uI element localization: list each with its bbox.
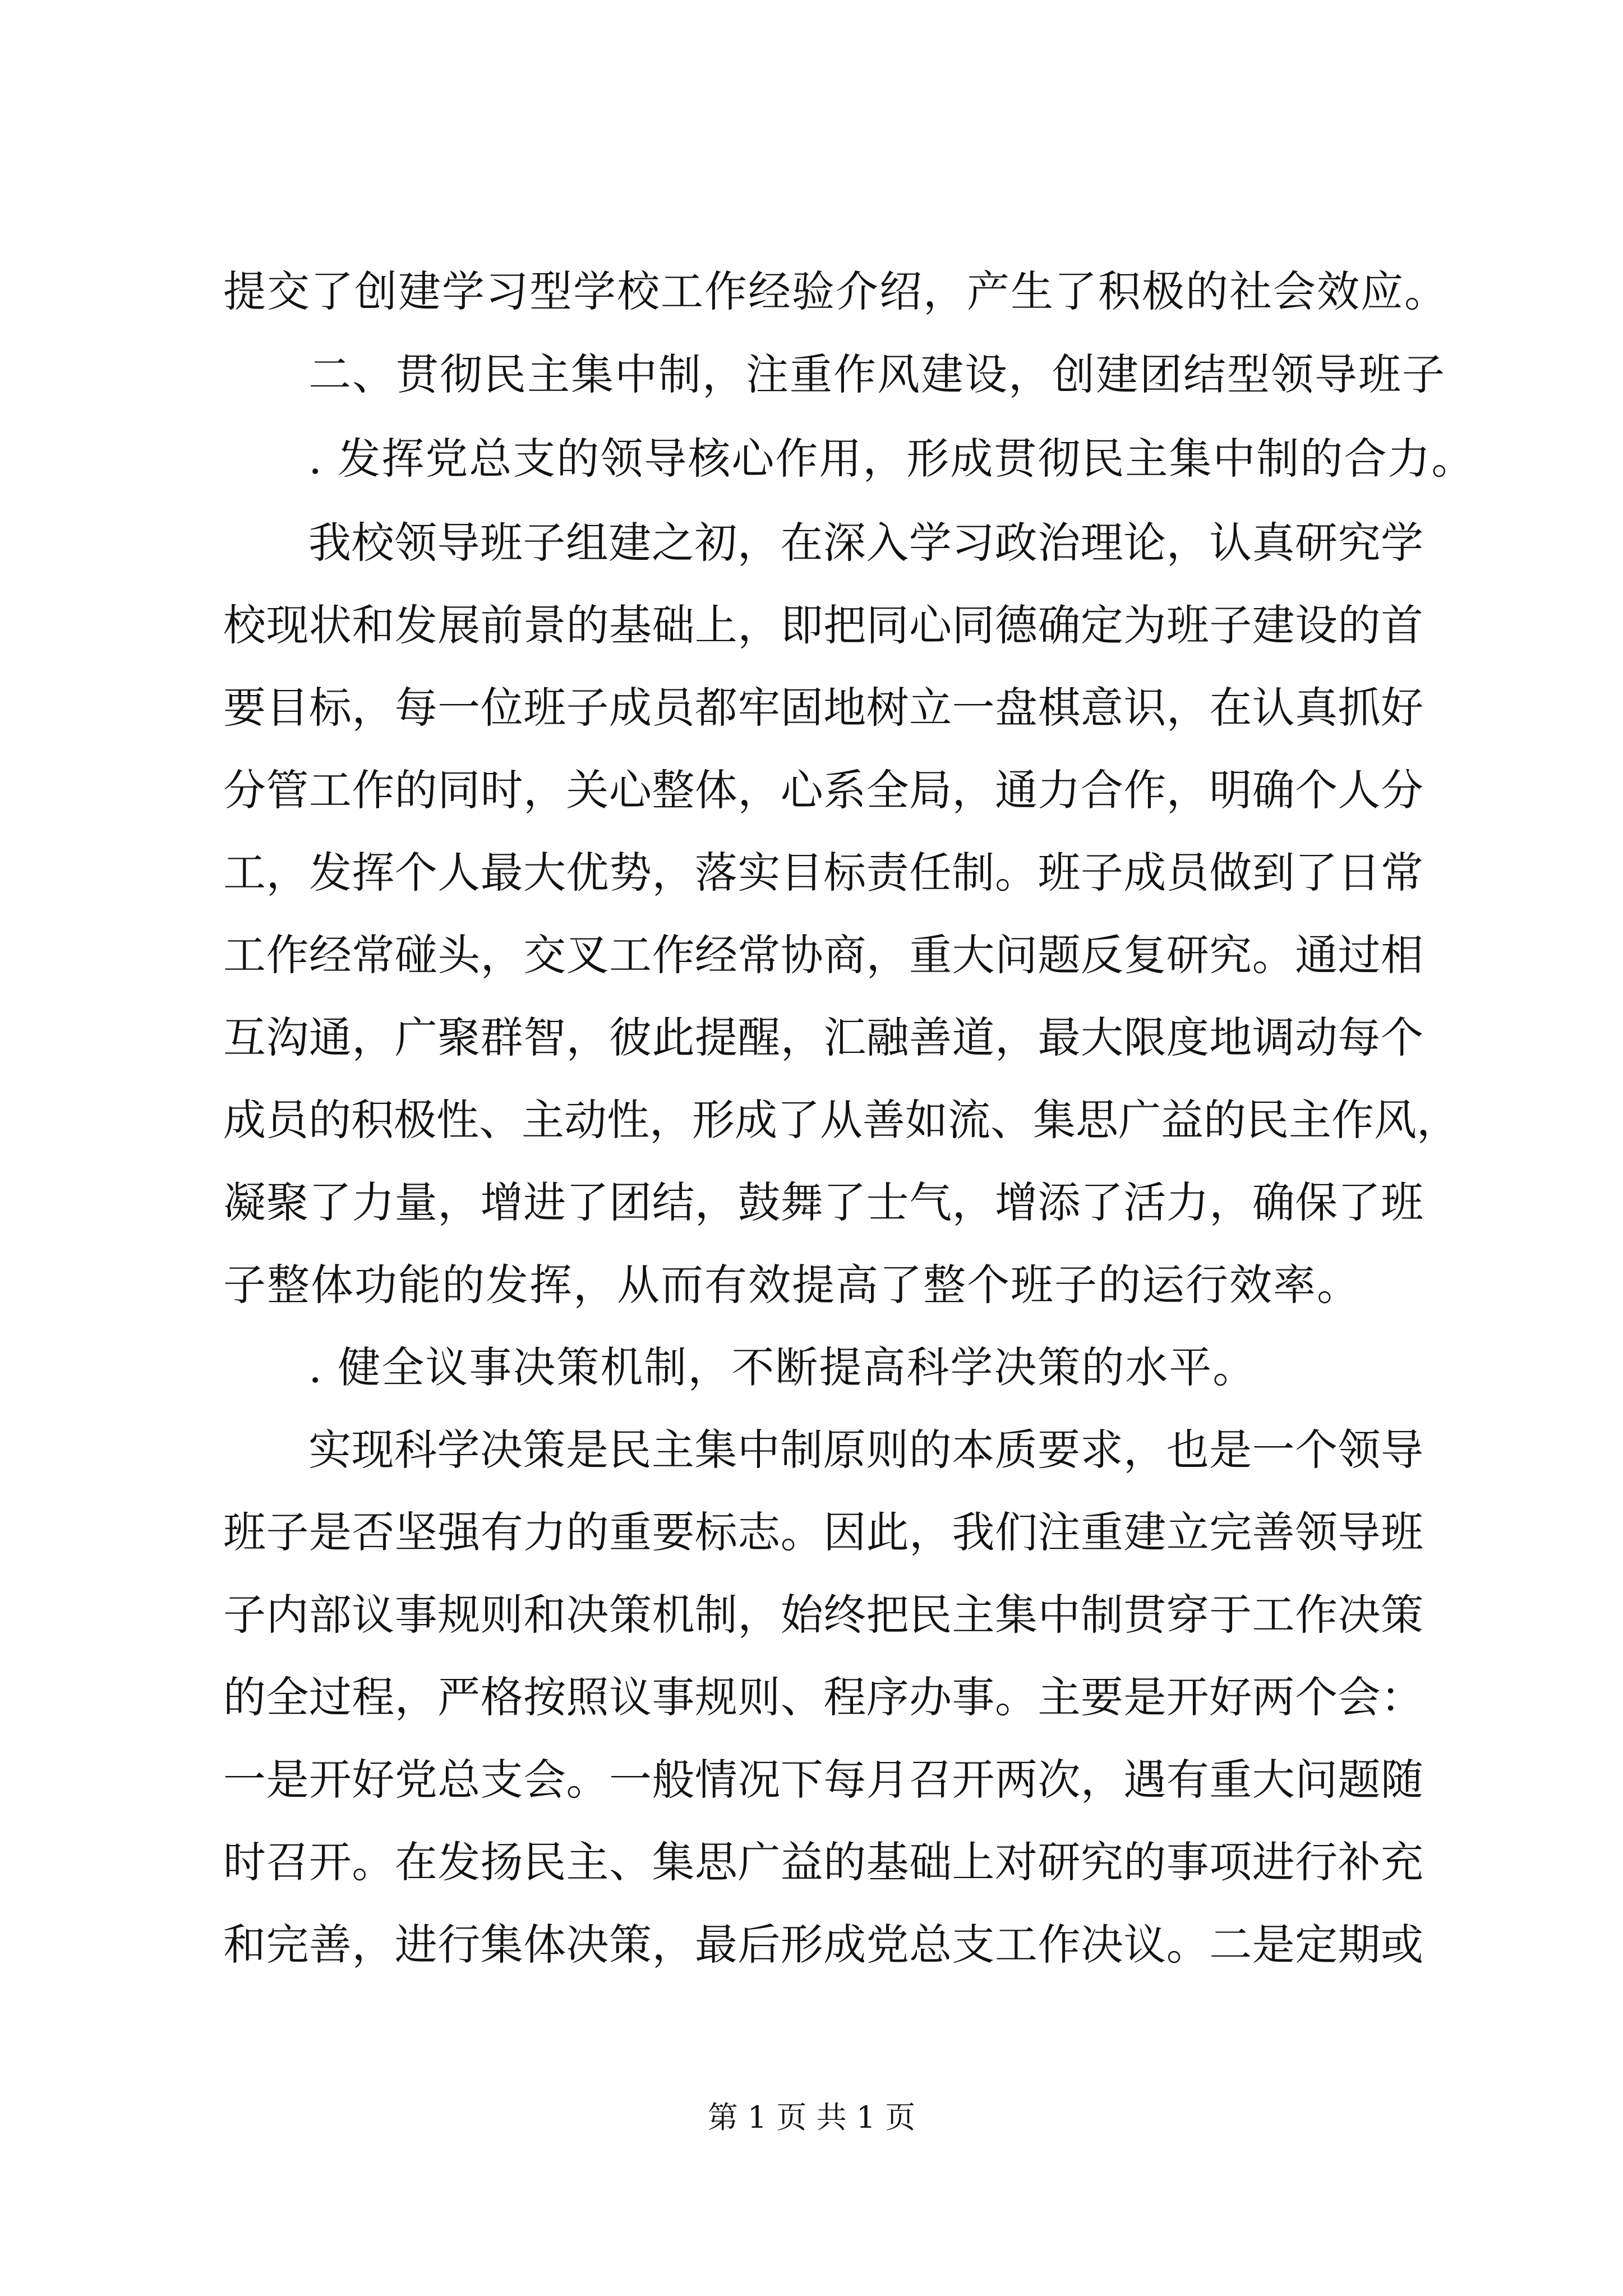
subheading-1: . 发挥党总支的领导核心作用，形成贯彻民主集中制的合力。 xyxy=(308,434,1476,484)
text-line-18: 的全过程，严格按照议事规则、程序办事。主要是开好两个会： xyxy=(223,1672,1423,1722)
text-line-12: 凝聚了力量，增进了团结，鼓舞了士气，增添了活力，确保了班 xyxy=(223,1177,1423,1227)
page-footer: 第 1 页 共 1 页 xyxy=(707,2100,916,2135)
text-line-19: 一是开好党总支会。一般情况下每月召开两次，遇有重大问题随 xyxy=(223,1755,1423,1805)
text-line-9: 工作经常碰头，交叉工作经常协商，重大问题反复研究。通过相 xyxy=(223,930,1423,980)
text-line-11: 成员的积极性、主动性，形成了从善如流、集思广益的民主作风， xyxy=(223,1095,1459,1145)
text-line-20: 时召开。在发扬民主、集思广益的基础上对研究的事项进行补充 xyxy=(223,1837,1423,1887)
text-line-8: 工，发挥个人最大优势，落实目标责任制。班子成员做到了日常 xyxy=(223,848,1423,898)
section-heading-2: 二、贯彻民主集中制，注重作风建设，创建团结型领导班子 xyxy=(308,349,1446,399)
text-line-1: 提交了创建学习型学校工作经验介绍，产生了积极的社会效应。 xyxy=(223,266,1448,316)
text-line-6: 要目标，每一位班子成员都牢固地树立一盘棋意识，在认真抓好 xyxy=(223,683,1423,733)
text-line-7: 分管工作的同时，关心整体，心系全局，通力合作，明确个人分 xyxy=(223,765,1423,815)
text-line-5: 校现状和发展前景的基础上，即把同心同德确定为班子建设的首 xyxy=(223,600,1423,650)
text-line-13: 子整体功能的发挥，从而有效提高了整个班子的运行效率。 xyxy=(223,1260,1361,1310)
text-line-10: 互沟通，广聚群智，彼此提醒，汇融善道，最大限度地调动每个 xyxy=(223,1013,1423,1062)
text-line-4: 我校领导班子组建之初，在深入学习政治理论，认真研究学 xyxy=(308,518,1423,568)
text-line-16: 班子是否坚强有力的重要标志。因此，我们注重建立完善领导班 xyxy=(223,1507,1423,1557)
text-line-21: 和完善，进行集体决策，最后形成党总支工作决议。二是定期或 xyxy=(223,1920,1423,1970)
text-line-15: 实现科学决策是民主集中制原则的本质要求，也是一个领导 xyxy=(308,1425,1423,1475)
subheading-2: . 健全议事决策机制，不断提高科学决策的水平。 xyxy=(308,1342,1257,1392)
text-line-17: 子内部议事规则和决策机制，始终把民主集中制贯穿于工作决策 xyxy=(223,1590,1423,1640)
